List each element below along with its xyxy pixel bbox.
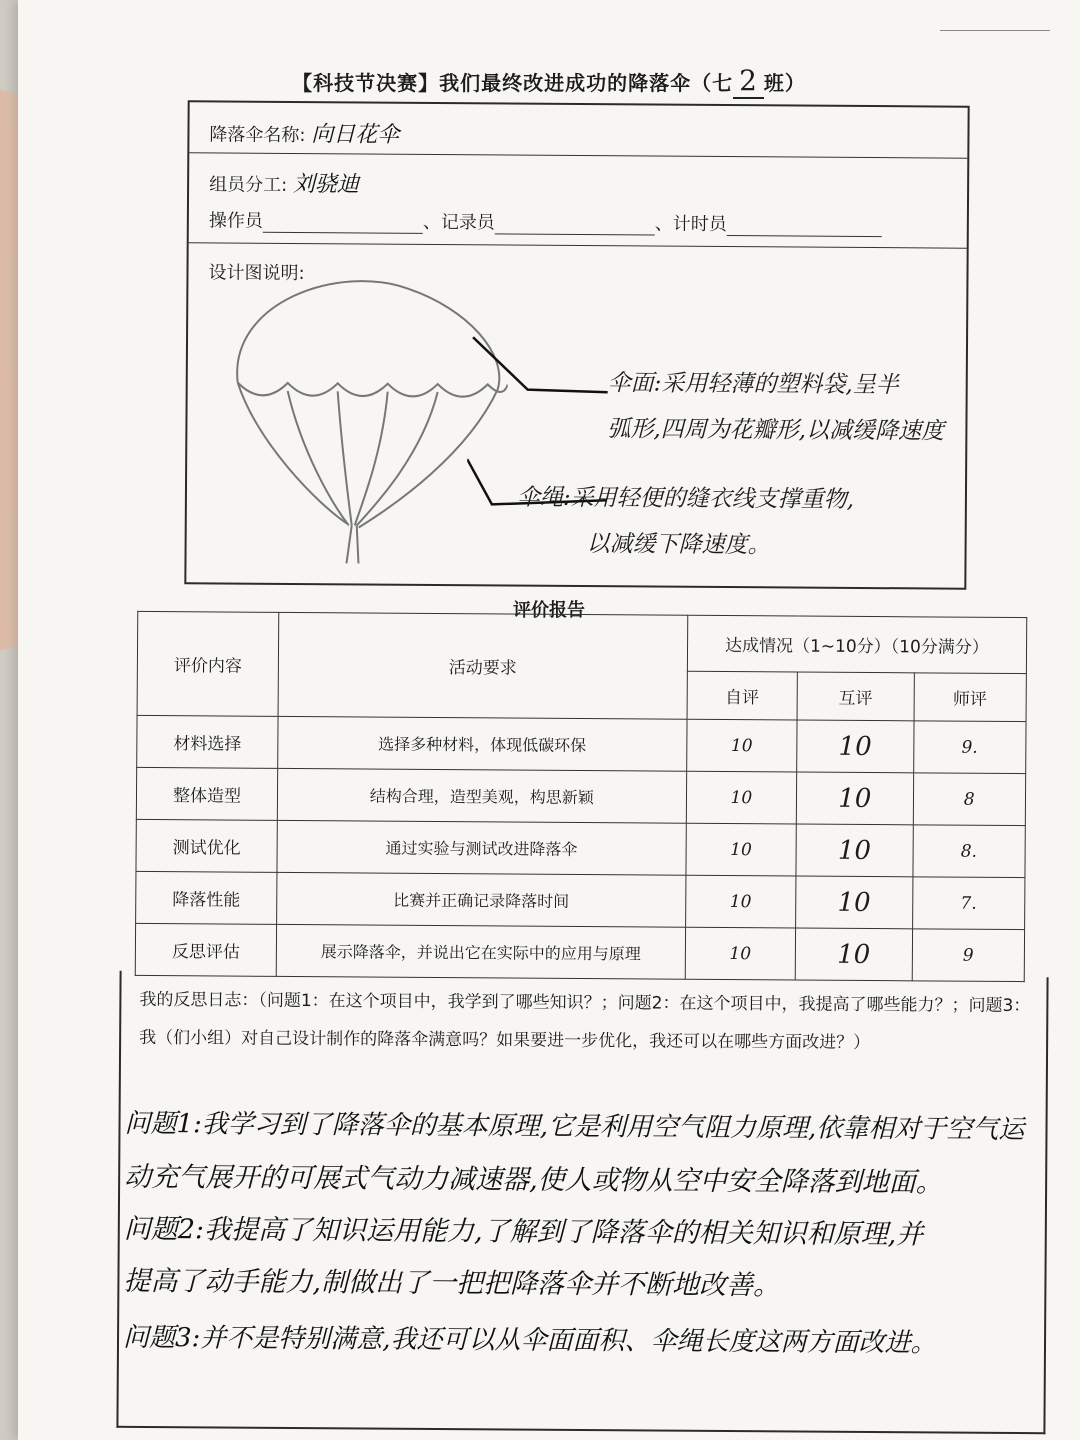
score-teacher: 9 — [912, 929, 1025, 982]
operator-label: 操作员 — [208, 210, 263, 232]
row-requirement: 展示降落伞，并说出它在实际中的应用与原理 — [276, 924, 685, 979]
header-achievement: 达成情况（1~10分）（10分满分） — [687, 615, 1027, 673]
design-label: 设计图说明: — [208, 262, 305, 285]
score-self: 10 — [686, 771, 797, 824]
row-requirement: 选择多种材料，体现低碳环保 — [278, 716, 687, 771]
timer-label: 、计时员 — [654, 213, 727, 236]
score-peer: 10 — [795, 928, 912, 981]
header-teacher: 师评 — [914, 673, 1027, 722]
header-requirement: 活动要求 — [278, 612, 687, 719]
corner-mark — [940, 30, 1050, 31]
score-teacher: 7. — [912, 877, 1025, 930]
score-self: 10 — [686, 719, 797, 772]
reflection-line-1: 问题1:我学习到了降落伞的基本原理,它是利用空气阻力原理,依靠相对于空气运 — [124, 1108, 1025, 1146]
row-item: 反思评估 — [135, 923, 276, 976]
rope-note — [516, 475, 854, 569]
roles-row — [209, 206, 882, 237]
reflection-line-3: 问题2:我提高了知识运用能力,了解到了降落伞的相关知识和原理,并 — [123, 1213, 924, 1251]
parachute-sketch — [206, 272, 508, 574]
score-teacher: 8. — [912, 825, 1025, 878]
title-suffix: 班） — [763, 71, 806, 95]
table-row — [137, 715, 1026, 773]
score-peer: 10 — [796, 772, 913, 825]
table-row — [136, 767, 1025, 825]
worksheet-title — [18, 64, 1080, 97]
row-item: 材料选择 — [137, 715, 278, 768]
score-self: 10 — [686, 823, 797, 876]
members-label: 组员分工: — [209, 174, 288, 196]
row-item: 整体造型 — [136, 767, 277, 820]
title-prefix: 【科技节决赛】我们最终改进成功的降落伞（七 — [292, 71, 734, 95]
score-peer: 10 — [796, 876, 913, 929]
worksheet-paper — [18, 0, 1080, 1440]
row-requirement: 比赛并正确记录降落时间 — [277, 872, 686, 927]
recorder-label: 、记录员 — [422, 211, 495, 234]
info-box — [184, 100, 969, 589]
report-title: 评价报告 — [513, 600, 585, 621]
score-peer: 10 — [797, 720, 914, 773]
reflection-line-5: 问题3:并不是特别满意,我还可以从伞面面积、伞绳长度这两方面改进。 — [122, 1322, 937, 1359]
name-value: 向日花伞 — [311, 122, 400, 148]
row-requirement: 结构合理，造型美观，构思新颖 — [277, 768, 686, 823]
reflection-prompt: 我的反思日志：（问题1：在这个项目中，我学到了哪些知识？；问题2：在这个项目中，我提高了哪些能力？；问题3：我（们小组）对自己设计制作的降落伞满意吗？如果要进一步优化，我还可以在哪些方面改进？） — [139, 989, 1031, 1054]
row-item: 降落性能 — [136, 871, 277, 924]
rope-note-line1: 伞绳:采用轻便的缝衣线支撑重物, — [516, 484, 855, 513]
canopy-note-line1: 伞面:采用轻薄的塑料袋,呈半 — [607, 370, 899, 399]
canopy-note-line2: 弧形,四周为花瓣形,以减缓降速度 — [607, 416, 945, 445]
header-content: 评价内容 — [137, 611, 279, 716]
score-teacher: 9. — [913, 721, 1026, 774]
table-row — [136, 871, 1025, 929]
members-row — [209, 166, 359, 198]
score-self: 10 — [685, 927, 796, 980]
reflection-line-2: 动充气展开的可展式气动力减速器,使人或物从空中安全降落到地面。 — [124, 1161, 943, 1199]
score-self: 10 — [685, 875, 796, 928]
name-label: 降落伞名称: — [209, 124, 306, 147]
header-peer: 互评 — [797, 672, 914, 721]
row-item: 测试优化 — [136, 819, 277, 872]
reflection-box — [116, 971, 1048, 1434]
reflection-line-4: 提高了动手能力,制做出了一把把降落伞并不断地改善。 — [123, 1265, 781, 1302]
table-row — [136, 819, 1025, 877]
members-value: 刘骁迪 — [292, 172, 360, 198]
header-self: 自评 — [687, 671, 798, 720]
class-number: 2 — [733, 64, 764, 99]
score-teacher: 8 — [913, 773, 1026, 826]
name-row — [209, 116, 399, 148]
canopy-note — [607, 360, 944, 454]
row-requirement: 通过实验与测试改进降落伞 — [277, 820, 686, 875]
rope-note-line2: 以减缓下降速度。 — [586, 531, 771, 559]
score-peer: 10 — [796, 824, 913, 877]
evaluation-table — [135, 611, 1028, 982]
